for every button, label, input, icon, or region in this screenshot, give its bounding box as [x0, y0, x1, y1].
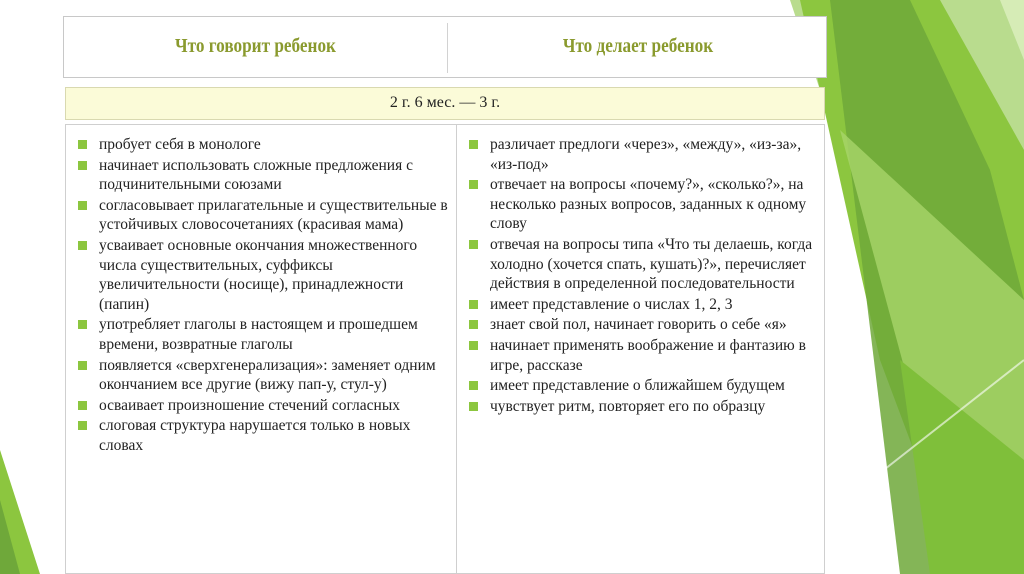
list-item-text: начинает применять воображение и фантазию в игре, рассказе	[490, 336, 806, 374]
header-what-child-does: Что делает ребенок	[562, 35, 714, 57]
square-bullet-icon	[78, 320, 87, 329]
square-bullet-icon	[78, 161, 87, 170]
square-bullet-icon	[469, 381, 478, 390]
list-item-text: пробует себя в монологе	[99, 136, 261, 153]
square-bullet-icon	[469, 341, 478, 350]
square-bullet-icon	[469, 140, 478, 149]
list-item-text: имеет представление о ближайшем будущем	[490, 377, 785, 395]
list-item	[469, 336, 821, 375]
list-item	[78, 196, 448, 235]
comparison-table	[63, 16, 827, 574]
square-bullet-icon	[78, 401, 87, 410]
square-bullet-icon	[469, 180, 478, 189]
column-divider	[456, 125, 457, 573]
square-bullet-icon	[78, 421, 87, 430]
actions-list	[469, 135, 821, 417]
list-item-text: начинает использовать сложные предложения с подчинительными союзами	[99, 156, 413, 194]
list-item	[469, 397, 821, 417]
square-bullet-icon	[78, 241, 87, 250]
list-item-text: появляется «сверхгенерализация»: заменяет одним окончанием все другие (вижу пап-у, стул-у)	[99, 356, 436, 394]
speech-skills-list	[78, 135, 448, 457]
list-item	[469, 295, 821, 315]
list-item-text: слоговая структура нарушается только в новых словах	[99, 417, 411, 454]
square-bullet-icon	[78, 361, 87, 370]
list-item	[78, 236, 448, 314]
table-body	[65, 124, 825, 574]
header-what-child-says: Что говорит ребенок	[175, 35, 336, 57]
square-bullet-icon	[78, 140, 87, 149]
list-item-text: знает свой пол, начинает говорить о себе «я»	[490, 316, 787, 334]
list-item-text: усваивает основные окончания множественного числа существительных, суффиксы увеличительности (носище), принадлежности (папин)	[99, 236, 418, 313]
square-bullet-icon	[469, 300, 478, 309]
list-item-text: имеет представление о числах 1, 2, 3	[490, 295, 733, 313]
list-item	[469, 315, 821, 335]
list-item	[78, 396, 448, 416]
list-item	[469, 135, 821, 174]
square-bullet-icon	[78, 201, 87, 210]
list-item-text: осваивает произношение стечений согласных	[99, 396, 400, 414]
age-range-label: 2 г. 6 мес. — 3 г.	[389, 94, 501, 111]
list-item	[78, 416, 448, 455]
list-item-text: чувствует ритм, повторяет его по образцу	[490, 397, 766, 415]
square-bullet-icon	[469, 320, 478, 329]
age-band	[65, 87, 825, 120]
list-item	[469, 175, 821, 234]
list-item	[78, 135, 448, 155]
square-bullet-icon	[469, 240, 478, 249]
square-bullet-icon	[469, 402, 478, 411]
list-item	[469, 376, 821, 396]
list-item	[469, 235, 821, 294]
list-item-text: различает предлоги «через», «между», «из-за», «из-под»	[490, 136, 802, 173]
list-item-text: употребляет глаголы в настоящем и прошедшем времени, возвратные глаголы	[99, 316, 418, 353]
list-item	[78, 356, 448, 395]
list-item-text: согласовывает прилагательные и существительные в устойчивых словосочетаниях (красивая мама)	[99, 196, 448, 234]
header-divider	[447, 23, 448, 73]
list-item	[78, 315, 448, 354]
table-header	[63, 16, 827, 78]
list-item-text: отвечая на вопросы типа «Что ты делаешь, когда холодно (хочется спать, кушать)?», перечисляет действия в определенной последовательности	[490, 235, 813, 293]
list-item-text: отвечает на вопросы «почему?», «сколько?», на несколько разных вопросов, заданных к одному слову	[490, 176, 807, 233]
list-item	[78, 156, 448, 195]
